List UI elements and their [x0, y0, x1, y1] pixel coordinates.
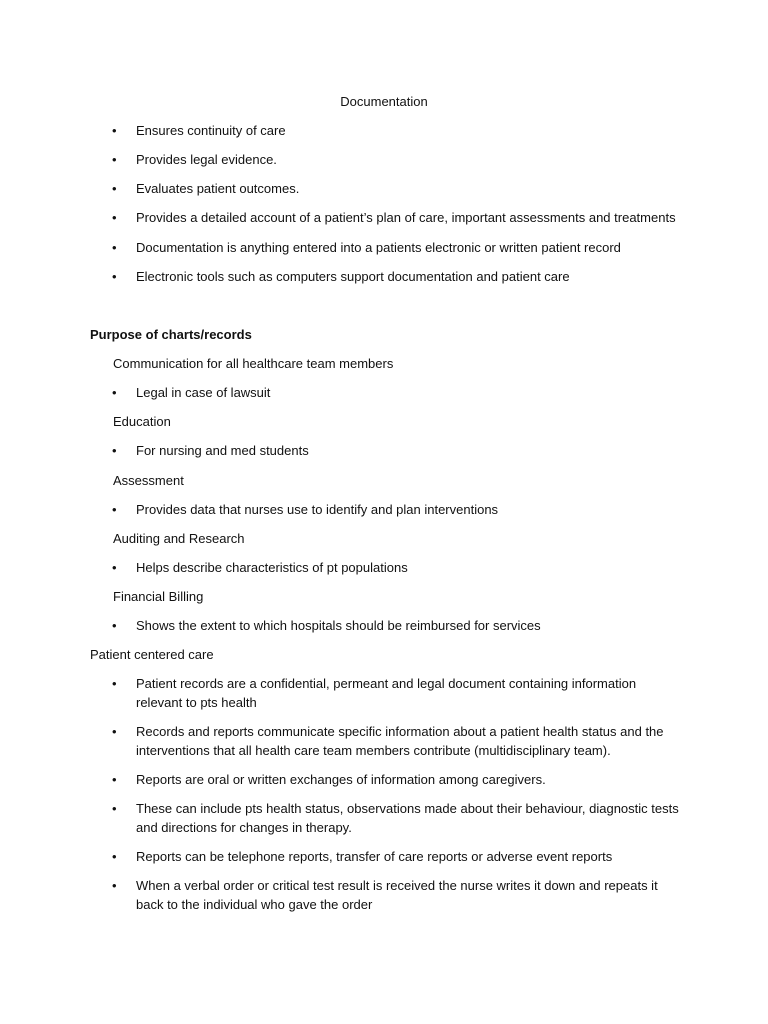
bullet-icon: • [112, 210, 117, 225]
bullet-icon: • [112, 385, 117, 400]
list-item: For nursing and med students [136, 443, 309, 458]
purpose-group-label: Auditing and Research [113, 531, 245, 546]
list-item: Reports can be telephone reports, transfer of care reports or adverse event reports [136, 849, 613, 864]
list-item: Provides data that nurses use to identify and plan interventions [136, 502, 499, 517]
list-item: These can include pts health status, observations made about their behaviour, diagnostic tests and directions for changes in therapy. [136, 801, 679, 835]
document-title: Documentation [340, 94, 428, 109]
list-item: Patient records are a confidential, permeant and legal document containing information relevant to pts health [136, 676, 637, 710]
list-item: Legal in case of lawsuit [136, 385, 271, 400]
purpose-group-label: Financial Billing [113, 589, 204, 604]
bullet-icon: • [112, 724, 117, 739]
bullet-icon: • [112, 878, 117, 893]
bullet-icon: • [112, 772, 117, 787]
list-item: When a verbal order or critical test result is received the nurse writes it down and repeats it back to the individual who gave the order [136, 878, 658, 912]
bullet-icon: • [112, 849, 117, 864]
list-item: Ensures continuity of care [136, 123, 286, 138]
purpose-group-label: Education [113, 414, 171, 429]
bullet-icon: • [112, 502, 117, 517]
bullet-icon: • [112, 801, 117, 816]
bullet-icon: • [112, 560, 117, 575]
list-item: Evaluates patient outcomes. [136, 181, 300, 196]
purpose-group-label: Communication for all healthcare team members [113, 356, 394, 371]
list-item: Shows the extent to which hospitals should be reimbursed for services [136, 618, 541, 633]
purpose-group-label: Assessment [113, 473, 184, 488]
bullet-icon: • [112, 123, 117, 138]
list-item: Electronic tools such as computers support documentation and patient care [136, 269, 570, 284]
section-heading-purpose: Purpose of charts/records [90, 327, 252, 342]
bullet-icon: • [112, 240, 117, 255]
list-item: Reports are oral or written exchanges of information among caregivers. [136, 772, 546, 787]
list-item: Records and reports communicate specific information about a patient health status and the interventions that all health care team members contribute (multidisciplinary team). [136, 724, 664, 758]
bullet-icon: • [112, 181, 117, 196]
bullet-icon: • [112, 676, 117, 691]
list-item: Helps describe characteristics of pt populations [136, 560, 408, 575]
list-item: Provides a detailed account of a patient’s plan of care, important assessments and treatments [136, 210, 676, 225]
bullet-icon: • [112, 618, 117, 633]
list-item: Provides legal evidence. [136, 152, 277, 167]
bullet-icon: • [112, 152, 117, 167]
bullet-icon: • [112, 269, 117, 284]
list-item: Documentation is anything entered into a patients electronic or written patient record [136, 240, 621, 255]
section-heading-patient-centered: Patient centered care [90, 647, 214, 662]
bullet-icon: • [112, 443, 117, 458]
